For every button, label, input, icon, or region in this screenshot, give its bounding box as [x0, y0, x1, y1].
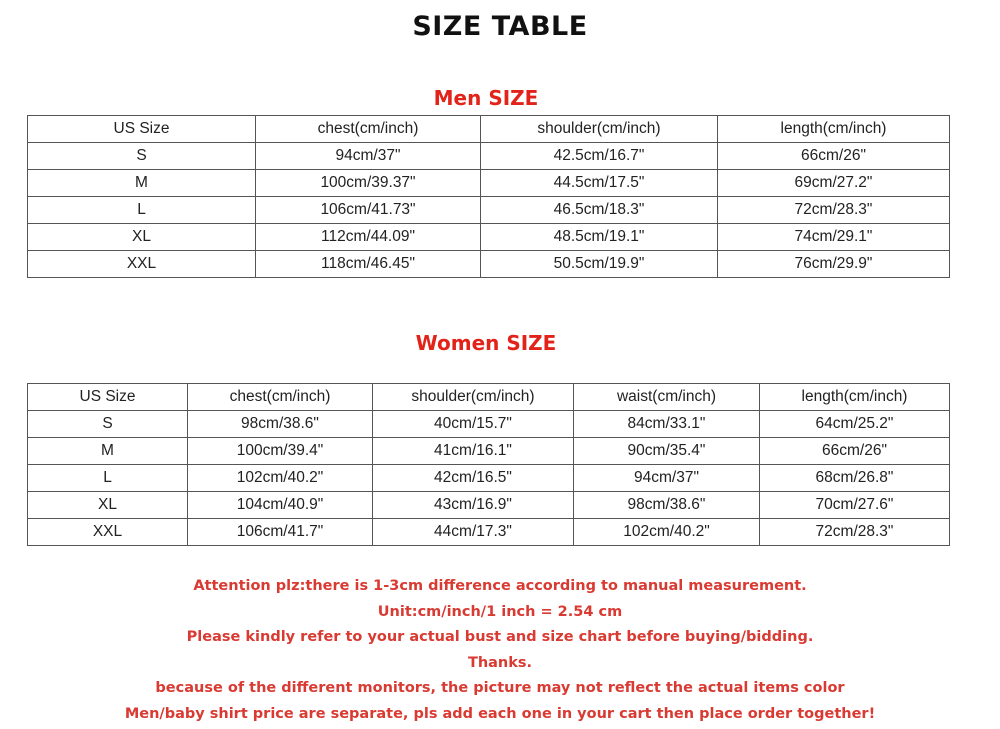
men-size-title: Men SIZE	[433, 86, 539, 110]
cell-size: L	[28, 197, 256, 224]
cell-shoulder: 40cm/15.7"	[373, 411, 574, 438]
cell-waist: 102cm/40.2"	[574, 519, 760, 546]
cell-chest: 106cm/41.73"	[256, 197, 481, 224]
cell-shoulder: 43cm/16.9"	[373, 492, 574, 519]
cell-size: M	[28, 438, 188, 465]
cell-chest: 100cm/39.4"	[188, 438, 373, 465]
note-order-together: Men/baby shirt price are separate, pls add each one in your cart then place order together!	[124, 705, 876, 722]
cell-chest: 104cm/40.9"	[188, 492, 373, 519]
cell-size: XXL	[28, 251, 256, 278]
cell-length: 66cm/26"	[718, 143, 950, 170]
cell-waist: 84cm/33.1"	[574, 411, 760, 438]
cell-length: 69cm/27.2"	[718, 170, 950, 197]
women-size-table	[27, 383, 950, 546]
cell-length: 66cm/26"	[760, 438, 950, 465]
cell-chest: 98cm/38.6"	[188, 411, 373, 438]
header-us-size: US Size	[28, 116, 256, 143]
cell-length: 72cm/28.3"	[760, 519, 950, 546]
note-unit-conversion: Unit:cm/inch/1 inch = 2.54 cm	[377, 603, 623, 620]
note-measurement-difference: Attention plz:there is 1-3cm difference according to manual measurement.	[193, 578, 807, 594]
table-row	[28, 411, 950, 438]
cell-shoulder: 48.5cm/19.1"	[481, 224, 718, 251]
cell-size: L	[28, 465, 188, 492]
table-row	[28, 143, 950, 170]
table-row	[28, 224, 950, 251]
cell-length: 74cm/29.1"	[718, 224, 950, 251]
header-shoulder: shoulder(cm/inch)	[481, 116, 718, 143]
cell-size: XL	[28, 224, 256, 251]
cell-chest: 106cm/41.7"	[188, 519, 373, 546]
men-size-table	[27, 115, 950, 278]
cell-chest: 94cm/37"	[256, 143, 481, 170]
cell-waist: 90cm/35.4"	[574, 438, 760, 465]
note-refer-size-chart: Please kindly refer to your actual bust and size chart before buying/bidding.	[186, 629, 814, 646]
cell-chest: 102cm/40.2"	[188, 465, 373, 492]
table-row	[28, 465, 950, 492]
header-chest: chest(cm/inch)	[256, 116, 481, 143]
cell-chest: 118cm/46.45"	[256, 251, 481, 278]
header-chest: chest(cm/inch)	[188, 384, 373, 411]
cell-waist: 94cm/37"	[574, 465, 760, 492]
cell-shoulder: 41cm/16.1"	[373, 438, 574, 465]
note-thanks: Thanks.	[467, 654, 533, 671]
cell-size: S	[28, 411, 188, 438]
table-row	[28, 519, 950, 546]
cell-length: 70cm/27.6"	[760, 492, 950, 519]
table-header-row	[28, 384, 950, 411]
header-shoulder: shoulder(cm/inch)	[373, 384, 574, 411]
header-length: length(cm/inch)	[718, 116, 950, 143]
cell-length: 72cm/28.3"	[718, 197, 950, 224]
note-monitor-color: because of the different monitors, the picture may not reflect the actual items color	[155, 680, 845, 697]
cell-chest: 100cm/39.37"	[256, 170, 481, 197]
table-row	[28, 438, 950, 465]
page-title: SIZE TABLE	[412, 11, 588, 42]
cell-chest: 112cm/44.09"	[256, 224, 481, 251]
cell-shoulder: 46.5cm/18.3"	[481, 197, 718, 224]
cell-length: 68cm/26.8"	[760, 465, 950, 492]
header-waist: waist(cm/inch)	[574, 384, 760, 411]
cell-shoulder: 44cm/17.3"	[373, 519, 574, 546]
table-row	[28, 492, 950, 519]
table-row	[28, 197, 950, 224]
table-header-row	[28, 116, 950, 143]
cell-size: M	[28, 170, 256, 197]
table-row	[28, 251, 950, 278]
header-us-size: US Size	[28, 384, 188, 411]
cell-size: XXL	[28, 519, 188, 546]
notes-block	[0, 574, 1000, 728]
women-size-title: Women SIZE	[415, 331, 557, 355]
cell-length: 76cm/29.9"	[718, 251, 950, 278]
cell-length: 64cm/25.2"	[760, 411, 950, 438]
cell-waist: 98cm/38.6"	[574, 492, 760, 519]
cell-shoulder: 44.5cm/17.5"	[481, 170, 718, 197]
header-length: length(cm/inch)	[760, 384, 950, 411]
cell-shoulder: 42.5cm/16.7"	[481, 143, 718, 170]
cell-shoulder: 42cm/16.5"	[373, 465, 574, 492]
cell-size: S	[28, 143, 256, 170]
table-row	[28, 170, 950, 197]
cell-size: XL	[28, 492, 188, 519]
cell-shoulder: 50.5cm/19.9"	[481, 251, 718, 278]
